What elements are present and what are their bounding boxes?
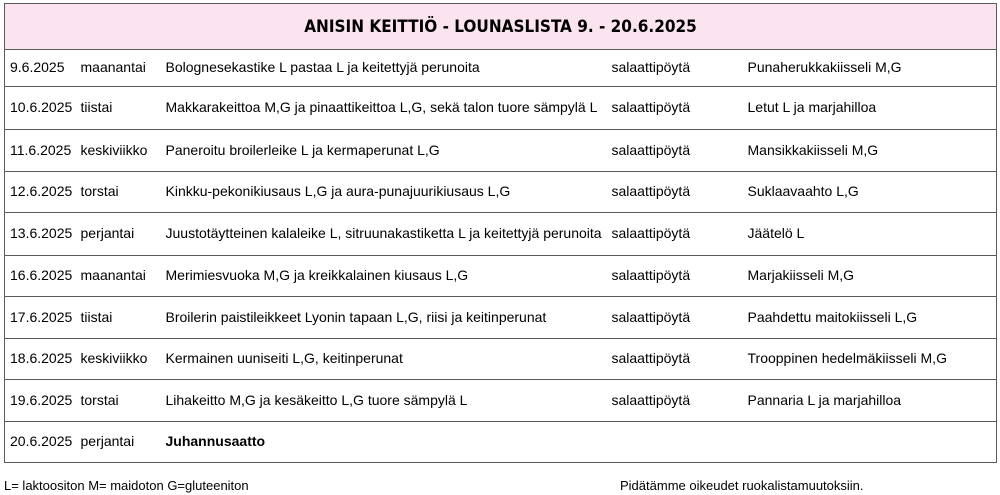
menu-row	[5, 129, 997, 171]
menu-row	[5, 255, 997, 296]
menu-salad: salaattipöytä	[607, 50, 743, 86]
menu-weekday: keskiviikko	[76, 338, 161, 379]
menu-weekday: maanantai	[76, 50, 161, 86]
menu-salad: salaattipöytä	[607, 338, 743, 379]
menu-dessert: Jäätelö L	[743, 212, 997, 255]
menu-weekday: perjantai	[76, 421, 161, 462]
menu-main-dish: Kermainen uuniseiti L,G, keitinperunat	[161, 338, 607, 379]
menu-salad: salaattipöytä	[607, 129, 743, 171]
menu-salad: salaattipöytä	[607, 255, 743, 296]
menu-salad: salaattipöytä	[607, 296, 743, 338]
menu-main-dish: Juhannusaatto	[161, 421, 607, 462]
menu-date: 12.6.2025	[5, 171, 76, 212]
menu-header	[4, 3, 997, 50]
menu-main-dish: Lihakeitto M,G ja kesäkeitto L,G tuore sämpylä L	[161, 379, 607, 421]
menu-salad: salaattipöytä	[607, 171, 743, 212]
menu-main-dish: Juustotäytteinen kalaleike L, sitruunakastiketta L ja keitettyjä perunoita	[161, 212, 607, 255]
menu-weekday: keskiviikko	[76, 129, 161, 171]
menu-date: 18.6.2025	[5, 338, 76, 379]
menu-main-dish: Broilerin paistileikkeet Lyonin tapaan L,G, riisi ja keitinperunat	[161, 296, 607, 338]
menu-dessert	[743, 421, 997, 462]
menu-weekday: torstai	[76, 171, 161, 212]
menu-change-note: Pidätämme oikeudet ruokalistamuutoksiin.	[620, 478, 864, 493]
menu-dessert: Marjakiisseli M,G	[743, 255, 997, 296]
menu-dessert: Mansikkakiisseli M,G	[743, 129, 997, 171]
menu-row	[5, 212, 997, 255]
menu-row	[5, 421, 997, 462]
menu-date: 10.6.2025	[5, 86, 76, 129]
menu-salad: salaattipöytä	[607, 212, 743, 255]
menu-frame	[4, 3, 997, 463]
menu-date: 20.6.2025	[5, 421, 76, 462]
menu-main-dish: Kinkku-pekonikiusaus L,G ja aura-punajuurikiusaus L,G	[161, 171, 607, 212]
menu-row	[5, 296, 997, 338]
menu-salad	[607, 421, 743, 462]
menu-dessert: Punaherukkakiisseli M,G	[743, 50, 997, 86]
menu-date: 19.6.2025	[5, 379, 76, 421]
menu-date: 13.6.2025	[5, 212, 76, 255]
menu-weekday: perjantai	[76, 212, 161, 255]
menu-dessert: Pannaria L ja marjahilloa	[743, 379, 997, 421]
menu-date: 16.6.2025	[5, 255, 76, 296]
menu-row	[5, 171, 997, 212]
menu-main-dish: Paneroitu broilerleike L ja kermaperunat L,G	[161, 129, 607, 171]
menu-main-dish: Bolognesekastike L pastaa L ja keitettyjä perunoita	[161, 50, 607, 86]
menu-main-dish: Makkarakeittoa M,G ja pinaattikeittoa L,G, sekä talon tuore sämpylä L	[161, 86, 607, 129]
menu-dessert: Suklaavaahto L,G	[743, 171, 997, 212]
menu-weekday: maanantai	[76, 255, 161, 296]
menu-date: 9.6.2025	[5, 50, 76, 86]
menu-weekday: tiistai	[76, 296, 161, 338]
menu-weekday: tiistai	[76, 86, 161, 129]
menu-salad: salaattipöytä	[607, 379, 743, 421]
menu-table	[4, 50, 997, 463]
diet-legend: L= laktoositon M= maidoton G=gluteeniton	[4, 478, 249, 493]
menu-row	[5, 86, 997, 129]
menu-salad: salaattipöytä	[607, 86, 743, 129]
menu-title: ANISIN KEITTIÖ - LOUNASLISTA 9. - 20.6.2025	[304, 16, 697, 37]
menu-dessert: Paahdettu maitokiisseli L,G	[743, 296, 997, 338]
menu-table-body	[5, 50, 997, 462]
menu-date: 11.6.2025	[5, 129, 76, 171]
menu-row	[5, 379, 997, 421]
menu-row	[5, 50, 997, 86]
menu-row	[5, 338, 997, 379]
menu-date: 17.6.2025	[5, 296, 76, 338]
menu-dessert: Trooppinen hedelmäkiisseli M,G	[743, 338, 997, 379]
menu-main-dish: Merimiesvuoka M,G ja kreikkalainen kiusaus L,G	[161, 255, 607, 296]
menu-dessert: Letut L ja marjahilloa	[743, 86, 997, 129]
menu-weekday: torstai	[76, 379, 161, 421]
